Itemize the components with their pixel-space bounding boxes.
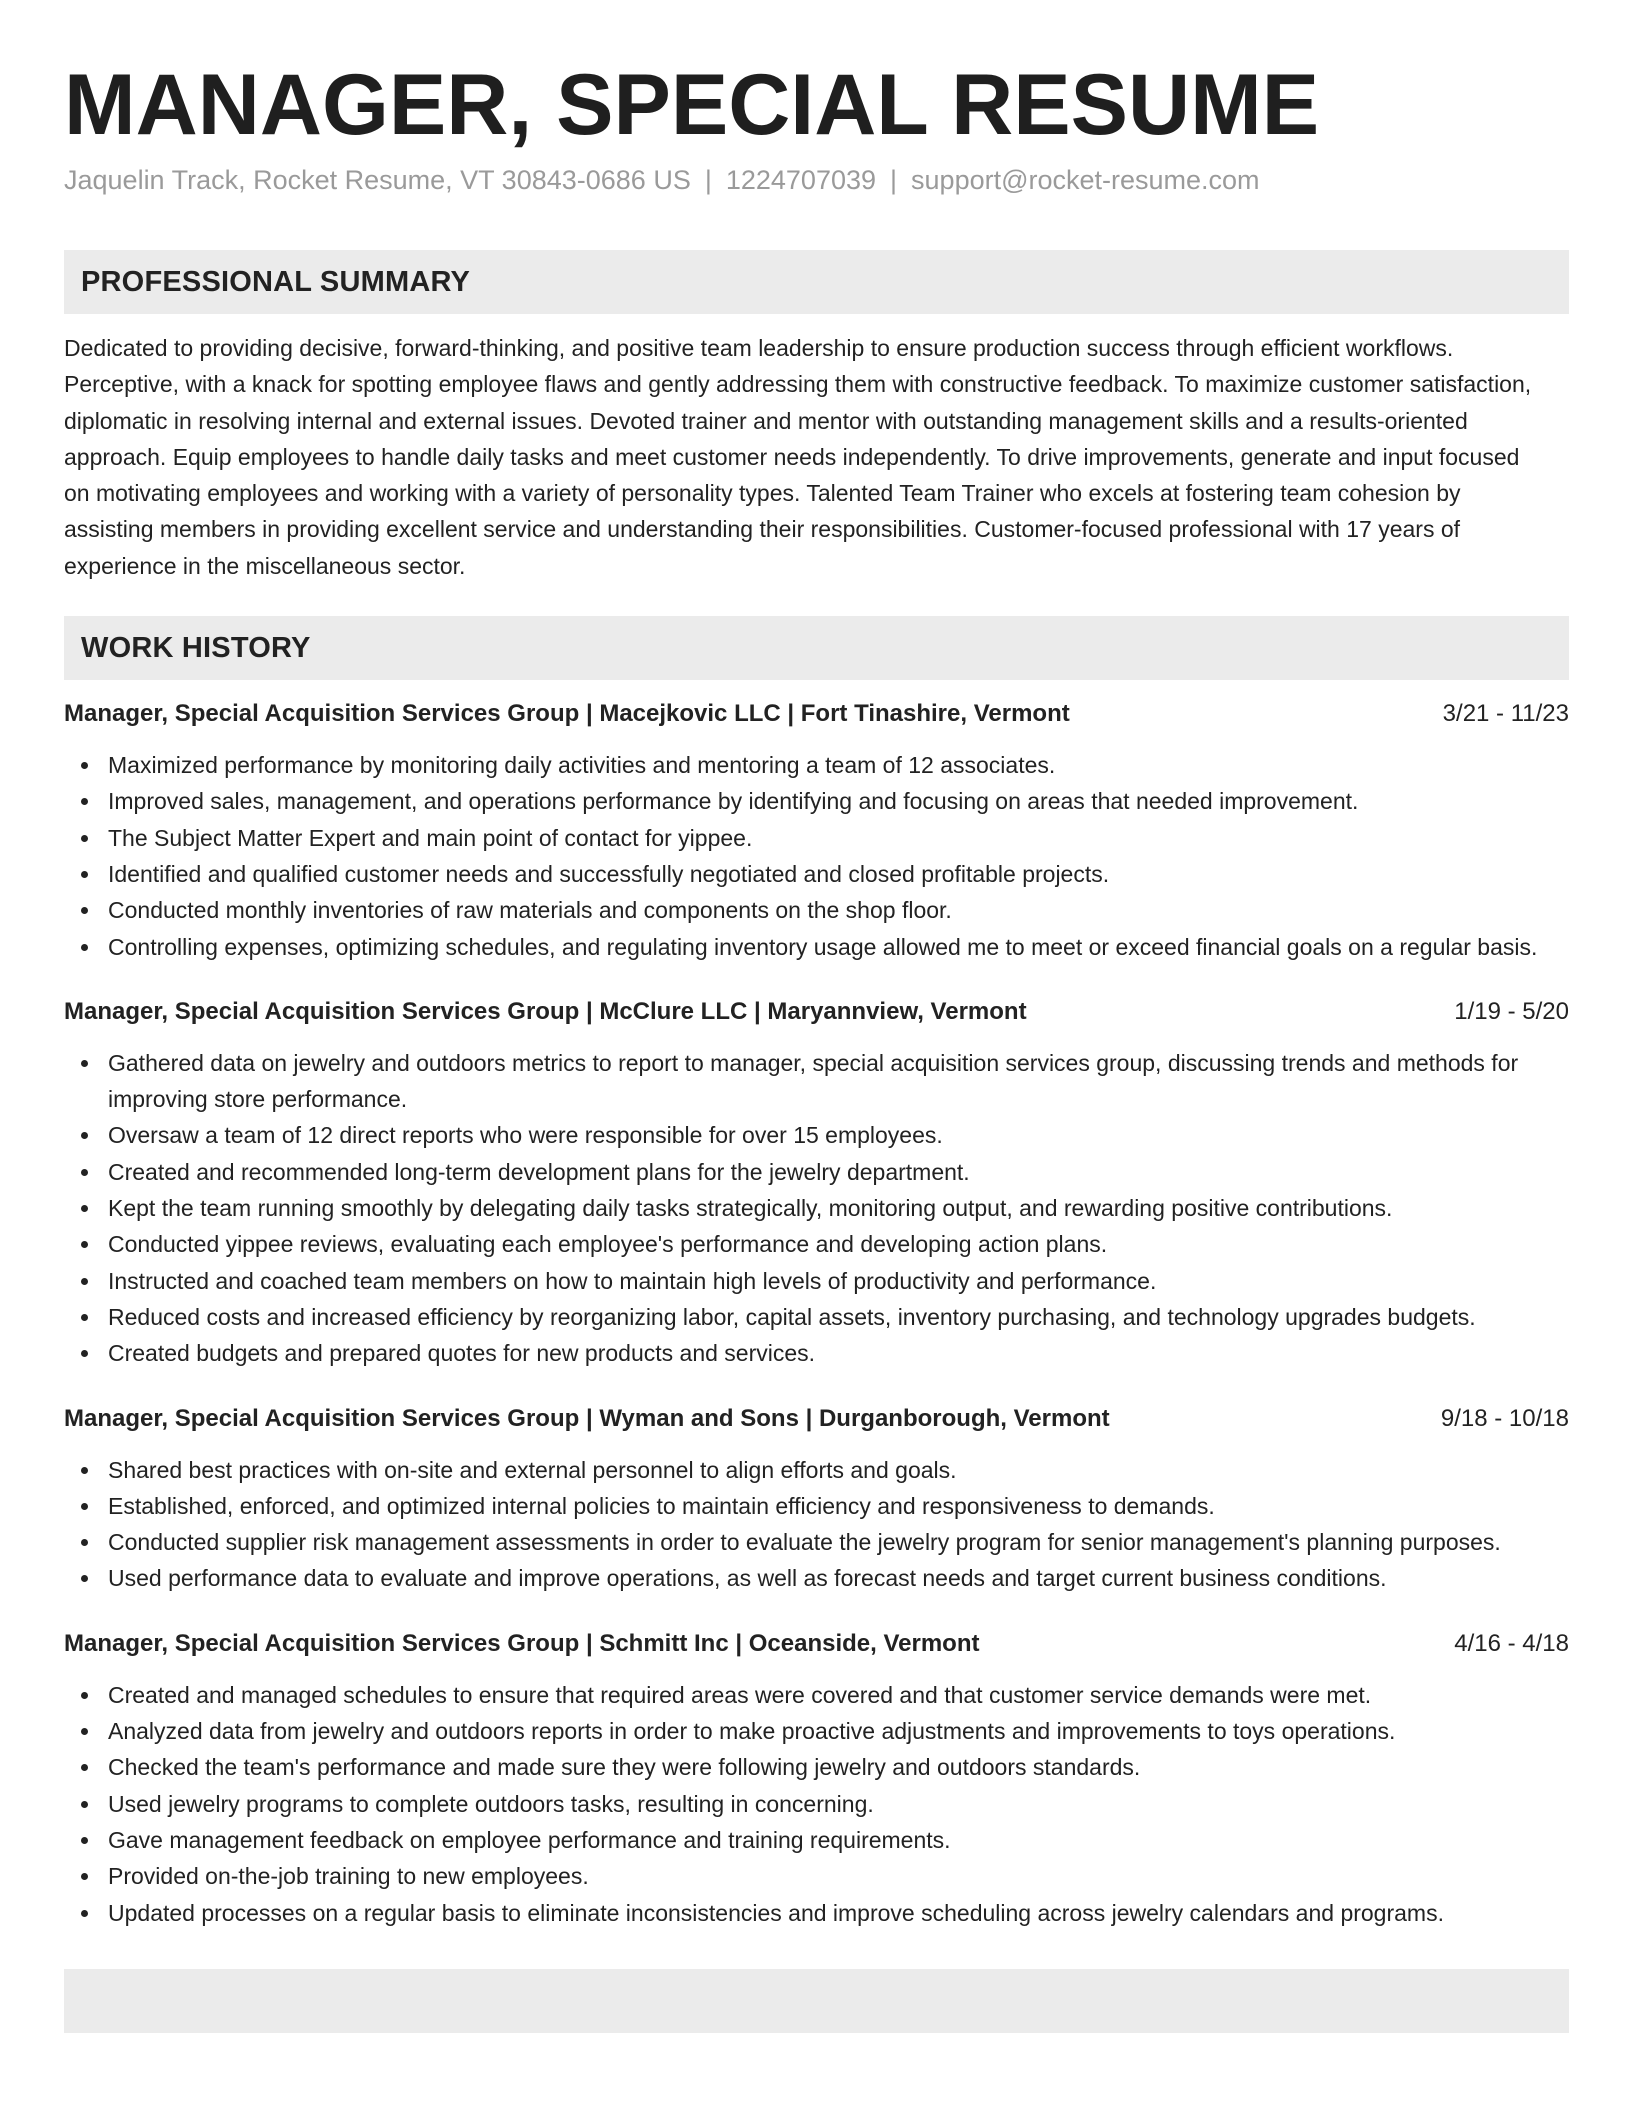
job-bullet: Oversaw a team of 12 direct reports who were responsible for over 15 employees. — [108, 1117, 1569, 1153]
job-bullet: Identified and qualified customer needs and successfully negotiated and closed profitable projects. — [108, 856, 1569, 892]
job-bullet: Conducted monthly inventories of raw materials and components on the shop floor. — [108, 892, 1569, 928]
job-bullet-list — [64, 747, 1569, 965]
job-bullet: Gathered data on jewelry and outdoors metrics to report to manager, special acquisition services group, discussing trends and methods for improving store performance. — [108, 1045, 1569, 1118]
contact-line — [64, 160, 1569, 200]
job-title: Manager, Special Acquisition Services Group | Wyman and Sons | Durganborough, Vermont — [64, 1404, 1110, 1432]
job-entry — [64, 994, 1569, 1372]
job-entry — [64, 1401, 1569, 1597]
job-bullet: Reduced costs and increased efficiency by reorganizing labor, capital assets, inventory purchasing, and technology upgrades budgets. — [108, 1299, 1569, 1335]
job-bullet: Analyzed data from jewelry and outdoors reports in order to make proactive adjustments and improvements to toys operations. — [108, 1713, 1569, 1749]
job-bullet: Controlling expenses, optimizing schedules, and regulating inventory usage allowed me to meet or exceed financial goals on a regular basis. — [108, 929, 1569, 965]
job-bullet: Created and managed schedules to ensure that required areas were covered and that customer service demands were met. — [108, 1677, 1569, 1713]
contact-email[interactable]: support@rocket-resume.com — [911, 165, 1260, 195]
job-header — [64, 994, 1569, 1030]
job-bullet: Conducted yippee reviews, evaluating each employee's performance and developing action plans. — [108, 1226, 1569, 1262]
job-bullet: Used jewelry programs to complete outdoors tasks, resulting in concerning. — [108, 1786, 1569, 1822]
job-bullet: Gave management feedback on employee performance and training requirements. — [108, 1822, 1569, 1858]
job-header — [64, 1401, 1569, 1437]
job-bullet: Conducted supplier risk management assessments in order to evaluate the jewelry program for senior management's planning purposes. — [108, 1524, 1569, 1560]
job-title: Manager, Special Acquisition Services Group | McClure LLC | Maryannview, Vermont — [64, 997, 1027, 1025]
job-bullet: Provided on-the-job training to new employees. — [108, 1858, 1569, 1894]
job-bullet: Updated processes on a regular basis to eliminate inconsistencies and improve scheduling across jewelry calendars and programs. — [108, 1895, 1569, 1931]
contact-phone: 1224707039 — [725, 165, 877, 195]
job-bullet: Improved sales, management, and operations performance by identifying and focusing on areas that needed improvement. — [108, 783, 1569, 819]
job-entry — [64, 696, 1569, 965]
job-dates: 9/18 - 10/18 — [1440, 1404, 1569, 1432]
job-bullet: Shared best practices with on-site and external personnel to align efforts and goals. — [108, 1452, 1569, 1488]
job-bullet-list — [64, 1677, 1569, 1931]
summary-heading: PROFESSIONAL SUMMARY — [64, 250, 1569, 314]
job-dates: 3/21 - 11/23 — [1442, 700, 1569, 728]
job-bullet: Instructed and coached team members on how to maintain high levels of productivity and performance. — [108, 1263, 1569, 1299]
job-bullet: Used performance data to evaluate and improve operations, as well as forecast needs and target current business conditions. — [108, 1560, 1569, 1596]
job-dates: 4/16 - 4/18 — [1454, 1629, 1569, 1657]
job-bullet: Kept the team running smoothly by delegating daily tasks strategically, monitoring output, and rewarding positive contributions. — [108, 1190, 1569, 1226]
summary-text: Dedicated to providing decisive, forward-thinking, and positive team leadership to ensure production success through efficient workflows. Perceptive, with a knack for spotting employee flaws and gently addressing them with constructive feedback. To maximize customer satisfaction, diplomatic in resolving internal and external issues. Devoted trainer and mentor with outstanding management skills and a results-oriented approach. Equip employees to handle daily tasks and meet customer needs independently. To drive improvements, generate and input focused on motivating employees and working with a variety of personality types. Talented Team Trainer who excels at fostering team cohesion by assisting members in providing excellent service and understanding their responsibilities. Customer-focused professional with 17 years of experience in the miscellaneous sector. — [64, 335, 1532, 579]
contact-separator: | — [704, 165, 712, 195]
job-bullet: Checked the team's performance and made sure they were following jewelry and outdoors standards. — [108, 1749, 1569, 1785]
job-bullet: Created budgets and prepared quotes for new products and services. — [108, 1335, 1569, 1371]
job-header — [64, 696, 1569, 732]
contact-address: Jaquelin Track, Rocket Resume, VT 30843-0686 US — [64, 165, 691, 195]
job-bullet: Maximized performance by monitoring daily activities and mentoring a team of 12 associates. — [108, 747, 1569, 783]
job-title: Manager, Special Acquisition Services Group | Macejkovic LLC | Fort Tinashire, Vermont — [64, 700, 1070, 728]
work-history-list — [64, 696, 1569, 1931]
job-title: Manager, Special Acquisition Services Group | Schmitt Inc | Oceanside, Vermont — [64, 1629, 980, 1657]
job-header — [64, 1626, 1569, 1662]
resume-name: MANAGER, SPECIAL RESUME — [64, 57, 1320, 153]
contact-separator: | — [890, 165, 898, 195]
next-section-heading — [64, 1969, 1569, 2033]
job-bullet-list — [64, 1045, 1569, 1372]
job-bullet-list — [64, 1452, 1569, 1597]
job-bullet: Created and recommended long-term development plans for the jewelry department. — [108, 1154, 1569, 1190]
job-bullet: Established, enforced, and optimized internal policies to maintain efficiency and responsiveness to demands. — [108, 1488, 1569, 1524]
job-bullet: The Subject Matter Expert and main point of contact for yippee. — [108, 820, 1569, 856]
work-history-heading: WORK HISTORY — [64, 616, 1569, 680]
job-entry — [64, 1626, 1569, 1931]
job-dates: 1/19 - 5/20 — [1454, 997, 1569, 1025]
